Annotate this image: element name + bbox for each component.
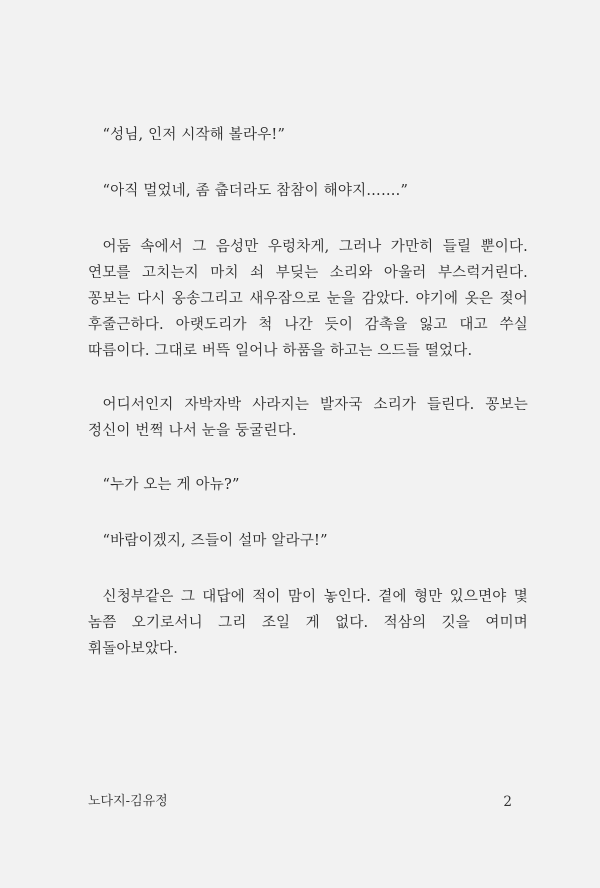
page-number: 2 [503,794,512,810]
narrative-paragraph: 어둠 속에서 그 음성만 우렁차게, 그러나 가만히 들릴 뿐이다. 연모를 고치는지 마치 쇠 부딪는 소리와 아울러 부스럭거린다. 꽁보는 다시 옹송그리고 새우잠으로 눈을 감았다. 야기에 옷은 젖어 후줄근하다. 아랫도리가 척 나간 듯이 감촉을 잃고 대고 쑤실 따름이다. 그대로 버뜩 일어나 하품을 하고는 으드들 떨었다. [88,239,528,359]
dialogue-line: “성님, 인저 시작해 볼라우!” [102,127,286,143]
dialogue-line: “아직 멀었네, 좀 춥더라도 참참이 해야지…….” [102,183,409,199]
narrative-paragraph: 어디서인지 자박자박 사라지는 발자국 소리가 들린다. 꽁보는 정신이 번쩍 나서 눈을 둥굴린다. [88,397,528,439]
page-body [88,122,528,690]
dialogue-line: “누가 오는 게 아뉴?” [102,477,240,493]
narrative-paragraph: 신청부같은 그 대답에 적이 맘이 놓인다. 곁에 형만 있으면야 몇 놈쯤 오기로서니 그리 조일 게 없다. 적삼의 깃을 여미며 휘돌아보았다. [88,589,528,657]
footer-book-title: 노다지-김유정 [88,794,168,809]
dialogue-line: “바람이겠지, 즈들이 설마 알라구!” [102,533,328,549]
